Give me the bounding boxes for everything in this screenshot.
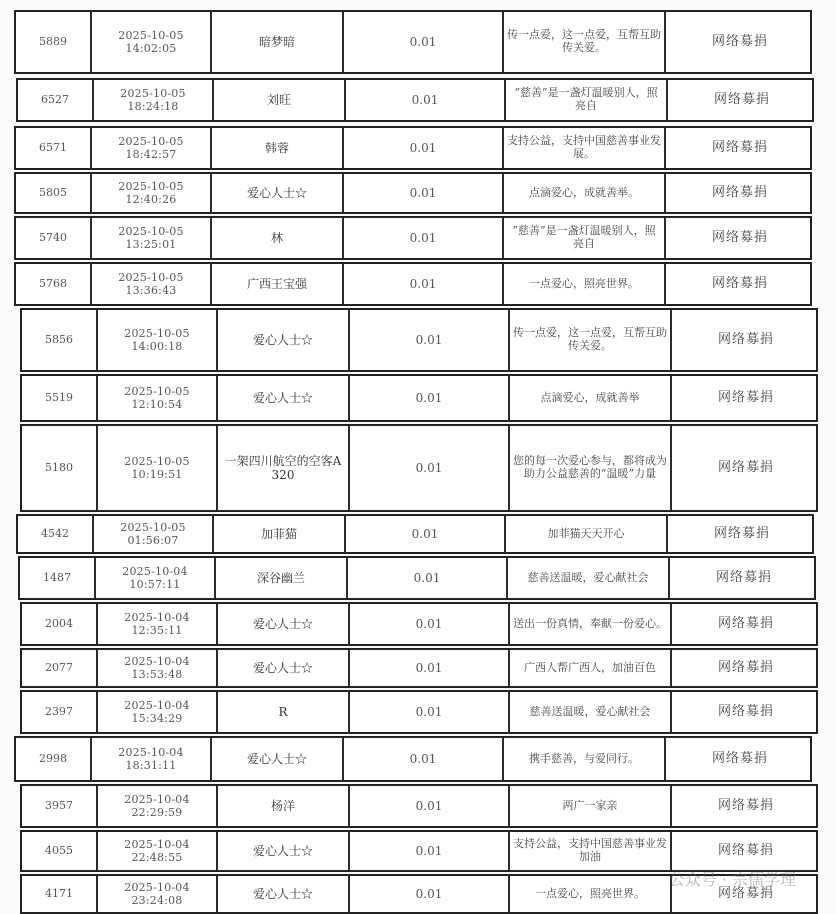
table-row bbox=[14, 736, 812, 782]
donation-time-cell: 2025-10-05 13:25:01 bbox=[92, 218, 212, 258]
table-row bbox=[20, 308, 818, 372]
message-cell: 慈善送温暖，爱心献社会 bbox=[508, 558, 670, 598]
amount-cell: 0.01 bbox=[350, 876, 510, 912]
watermark-text: 公众号 · 宗儒学理 bbox=[668, 870, 796, 889]
table-row bbox=[20, 602, 818, 646]
table-row bbox=[14, 126, 812, 170]
donor-name-cell: 爱心人士☆ bbox=[212, 174, 344, 212]
table-row bbox=[14, 216, 812, 260]
donation-time-cell: 2025-10-05 18:24:18 bbox=[94, 80, 214, 120]
message-cell: 您的每一次爱心参与，都将成为助力公益慈善的“温暖”力量 bbox=[510, 426, 672, 510]
amount-cell: 0.01 bbox=[350, 310, 510, 370]
message-cell: 传一点爱，这一点爱，互帮互助传关爱。 bbox=[504, 12, 666, 72]
donor-name-cell: 刘旺 bbox=[214, 80, 346, 120]
message-cell: 点滴爱心，成就善举。 bbox=[504, 174, 666, 212]
donor-id-cell: 5740 bbox=[16, 218, 92, 258]
donor-id-cell: 4055 bbox=[22, 832, 98, 870]
donation-time-cell: 2025-10-05 01:56:07 bbox=[94, 516, 214, 552]
donor-name-cell: 暗梦暗 bbox=[212, 12, 344, 72]
donation-type-cell: 网络募捐 bbox=[711, 276, 768, 292]
donation-time-cell: 2025-10-05 18:42:57 bbox=[92, 128, 212, 168]
donor-name-cell: 韩蓉 bbox=[212, 128, 344, 168]
donor-name-cell: 爱心人士☆ bbox=[212, 738, 344, 780]
donation-time-cell: 2025-10-04 22:48:55 bbox=[98, 832, 218, 870]
donor-name-cell: 广西王宝强 bbox=[212, 264, 344, 304]
message-cell: 慈善送温暖，爱心献社会 bbox=[510, 692, 672, 732]
donor-id-cell: 4542 bbox=[18, 516, 94, 552]
donor-name-cell: 爱心人士☆ bbox=[218, 310, 350, 370]
donation-type-cell: 网络募捐 bbox=[717, 886, 774, 902]
message-cell: 点滴爱心，成就善举 bbox=[510, 376, 672, 420]
amount-cell: 0.01 bbox=[344, 174, 504, 212]
amount-cell: 0.01 bbox=[346, 80, 506, 120]
donor-name-cell: 爱心人士☆ bbox=[218, 604, 350, 644]
table-row bbox=[20, 424, 818, 512]
table-row bbox=[14, 172, 812, 214]
table-row bbox=[20, 830, 818, 872]
donation-type-cell: 网络募捐 bbox=[711, 185, 768, 201]
donation-type-cell: 网络募捐 bbox=[713, 92, 770, 108]
donor-name-cell: 爱心人士☆ bbox=[218, 376, 350, 420]
table-row bbox=[20, 690, 818, 734]
message-cell: 两广一家亲 bbox=[510, 786, 672, 826]
donation-type-cell: 网络募捐 bbox=[717, 798, 774, 814]
donor-name-cell: 深谷幽兰 bbox=[216, 558, 348, 598]
amount-cell: 0.01 bbox=[350, 692, 510, 732]
donor-id-cell: 3957 bbox=[22, 786, 98, 826]
message-cell: 广西人帮广西人，加油百色 bbox=[510, 650, 672, 686]
donation-type-cell: 网络募捐 bbox=[717, 390, 774, 406]
donor-id-cell: 5889 bbox=[16, 12, 92, 72]
donor-name-cell: 爱心人士☆ bbox=[218, 832, 350, 870]
amount-cell: 0.01 bbox=[350, 786, 510, 826]
table-row bbox=[16, 78, 814, 122]
message-cell: “慈善”是一盏灯温暖别人，照亮自 bbox=[504, 218, 666, 258]
donation-type-cell: 网络募捐 bbox=[717, 704, 774, 720]
message-cell: 支持公益，支持中国慈善事业发加油 bbox=[510, 832, 672, 870]
amount-cell: 0.01 bbox=[344, 128, 504, 168]
message-cell: 一点爱心，照亮世界。 bbox=[510, 876, 672, 912]
donor-name-cell: 林 bbox=[212, 218, 344, 258]
donation-type-cell: 网络募捐 bbox=[717, 332, 774, 348]
message-cell: 传一点爱，这一点爱，互帮互助传关爱。 bbox=[510, 310, 672, 370]
donation-time-cell: 2025-10-05 10:19:51 bbox=[98, 426, 218, 510]
donation-time-cell: 2025-10-04 13:53:48 bbox=[98, 650, 218, 686]
amount-cell: 0.01 bbox=[344, 12, 504, 72]
donation-type-cell: 网络募捐 bbox=[717, 616, 774, 632]
donor-id-cell: 4171 bbox=[22, 876, 98, 912]
amount-cell: 0.01 bbox=[346, 516, 506, 552]
donor-id-cell: 2077 bbox=[22, 650, 98, 686]
donation-type-cell: 网络募捐 bbox=[715, 570, 772, 586]
donor-id-cell: 5180 bbox=[22, 426, 98, 510]
donor-name-cell: 爱心人士☆ bbox=[218, 650, 350, 686]
table-row bbox=[20, 874, 818, 914]
donation-type-cell: 网络募捐 bbox=[713, 526, 770, 542]
donation-time-cell: 2025-10-04 22:29:59 bbox=[98, 786, 218, 826]
amount-cell: 0.01 bbox=[350, 832, 510, 870]
amount-cell: 0.01 bbox=[348, 558, 508, 598]
table-row bbox=[18, 556, 816, 600]
donor-name-cell: R bbox=[218, 692, 350, 732]
donation-time-cell: 2025-10-05 13:36:43 bbox=[92, 264, 212, 304]
donation-time-cell: 2025-10-04 18:31:11 bbox=[92, 738, 212, 780]
donation-time-cell: 2025-10-04 12:35:11 bbox=[98, 604, 218, 644]
amount-cell: 0.01 bbox=[344, 738, 504, 780]
donor-id-cell: 1487 bbox=[20, 558, 96, 598]
donor-name-cell: 爱心人士☆ bbox=[218, 876, 350, 912]
message-cell: “慈善”是一盏灯温暖别人，照亮自 bbox=[506, 80, 668, 120]
table-row bbox=[20, 784, 818, 828]
table-row bbox=[20, 648, 818, 688]
message-cell: 送出一份真情，奉献一份爱心。 bbox=[510, 604, 672, 644]
donation-time-cell: 2025-10-05 14:00:18 bbox=[98, 310, 218, 370]
message-cell: 一点爱心，照亮世界。 bbox=[504, 264, 666, 304]
donor-id-cell: 6571 bbox=[16, 128, 92, 168]
donation-time-cell: 2025-10-04 23:24:08 bbox=[98, 876, 218, 912]
message-cell: 支持公益，支持中国慈善事业发展。 bbox=[504, 128, 666, 168]
table-row bbox=[20, 374, 818, 422]
donor-id-cell: 5519 bbox=[22, 376, 98, 420]
donor-id-cell: 5856 bbox=[22, 310, 98, 370]
donation-type-cell: 网络募捐 bbox=[711, 140, 768, 156]
donation-type-cell: 网络募捐 bbox=[711, 751, 768, 767]
donor-name-cell: 加菲猫 bbox=[214, 516, 346, 552]
donor-id-cell: 2397 bbox=[22, 692, 98, 732]
message-cell: 加菲猫天天开心 bbox=[506, 516, 668, 552]
donor-id-cell: 5768 bbox=[16, 264, 92, 304]
donor-name-cell: 一架四川航空的空客A320 bbox=[218, 426, 350, 510]
donation-time-cell: 2025-10-05 12:40:26 bbox=[92, 174, 212, 212]
amount-cell: 0.01 bbox=[350, 604, 510, 644]
donation-type-cell: 网络募捐 bbox=[711, 34, 768, 50]
donation-time-cell: 2025-10-04 10:57:11 bbox=[96, 558, 216, 598]
amount-cell: 0.01 bbox=[344, 218, 504, 258]
donor-id-cell: 6527 bbox=[18, 80, 94, 120]
amount-cell: 0.01 bbox=[350, 376, 510, 420]
donation-time-cell: 2025-10-04 15:34:29 bbox=[98, 692, 218, 732]
table-row bbox=[14, 10, 812, 74]
table-row bbox=[14, 262, 812, 306]
donor-id-cell: 5805 bbox=[16, 174, 92, 212]
donation-type-cell: 网络募捐 bbox=[717, 660, 774, 676]
donation-type-cell: 网络募捐 bbox=[717, 843, 774, 859]
donation-type-cell: 网络募捐 bbox=[711, 230, 768, 246]
table-row bbox=[16, 514, 814, 554]
amount-cell: 0.01 bbox=[350, 650, 510, 686]
message-cell: 携手慈善，与爱同行。 bbox=[504, 738, 666, 780]
donation-type-cell: 网络募捐 bbox=[717, 460, 774, 476]
donor-id-cell: 2998 bbox=[16, 738, 92, 780]
donor-name-cell: 杨洋 bbox=[218, 786, 350, 826]
donation-time-cell: 2025-10-05 12:10:54 bbox=[98, 376, 218, 420]
donation-time-cell: 2025-10-05 14:02:05 bbox=[92, 12, 212, 72]
amount-cell: 0.01 bbox=[350, 426, 510, 510]
donor-id-cell: 2004 bbox=[22, 604, 98, 644]
amount-cell: 0.01 bbox=[344, 264, 504, 304]
